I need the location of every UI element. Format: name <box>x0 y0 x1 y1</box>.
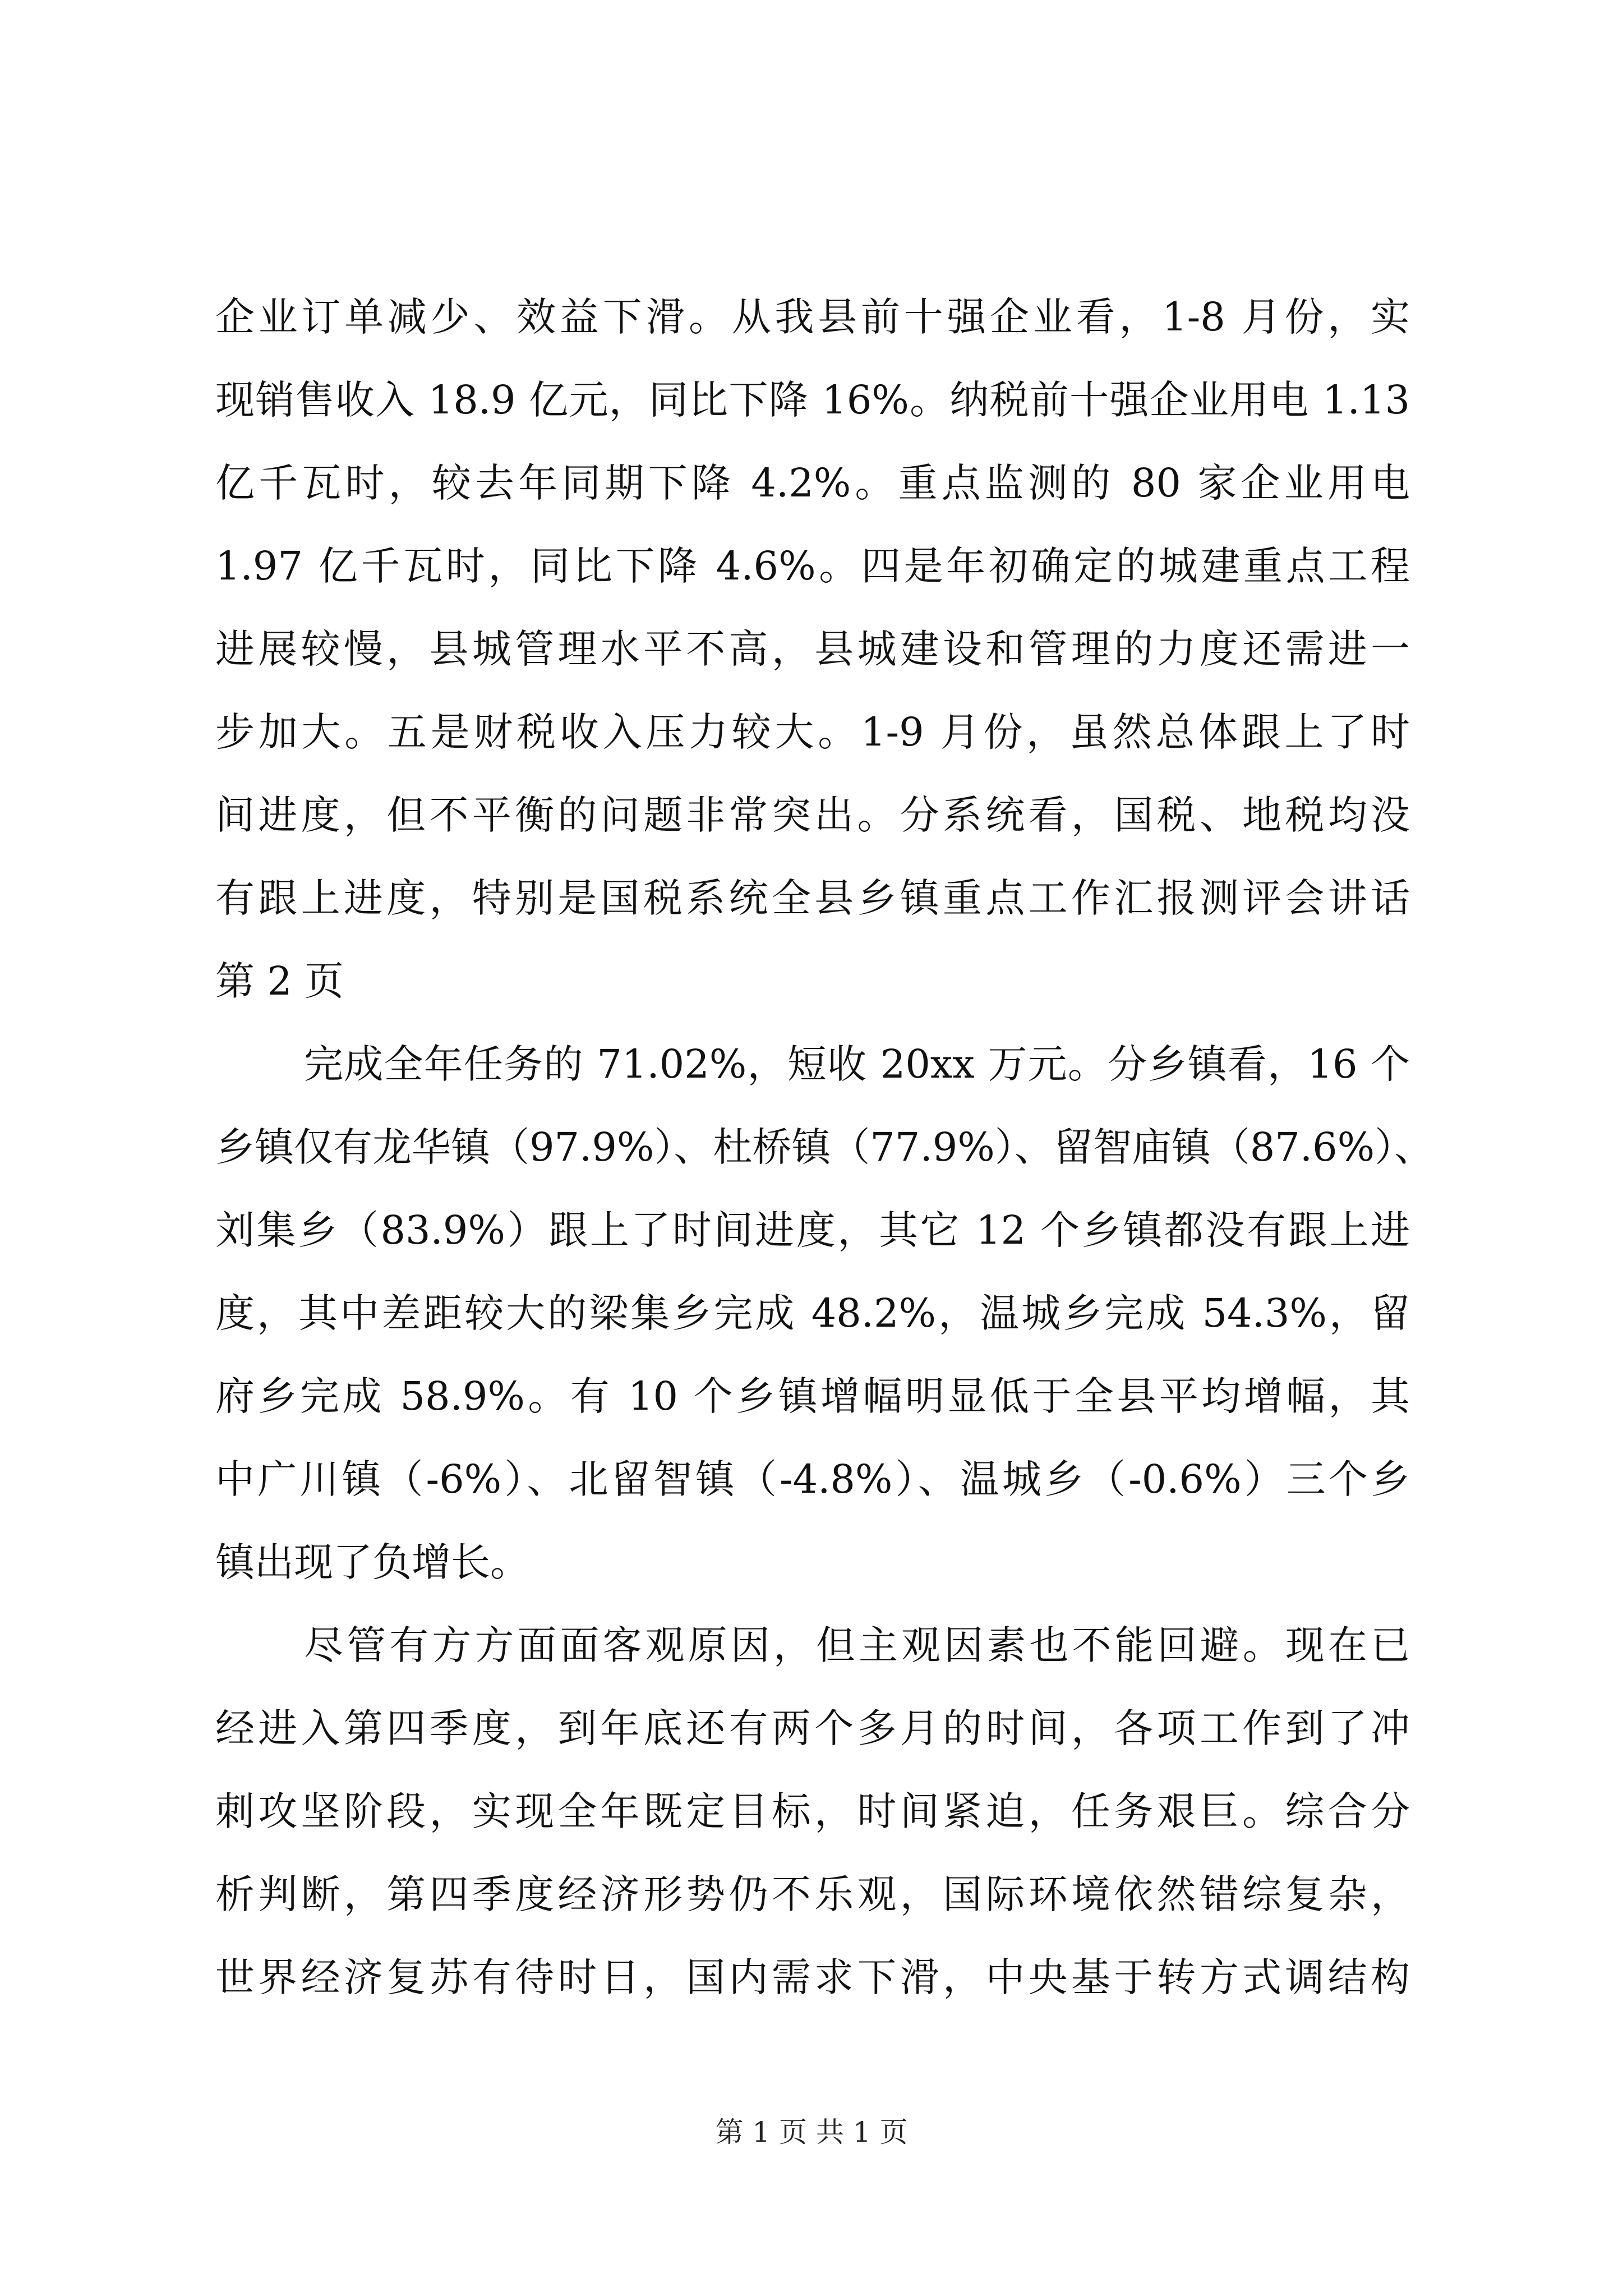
text-line: 刘集乡（83.9%）跟上了时间进度，其它 12 个乡镇都没有跟上进 <box>215 1207 1410 1253</box>
text-line: 乡镇仅有龙华镇（97.9%）、杜桥镇（77.9%）、留智庙镇（87.6%）、 <box>215 1124 1434 1170</box>
text-line: 间进度，但不平衡的问题非常突出。分系统看，国税、地税均没 <box>215 792 1410 838</box>
text-line: 经进入第四季度，到年底还有两个多月的时间，各项工作到了冲 <box>215 1705 1410 1751</box>
text-line: 尽管有方方面面客观原因，但主观因素也不能回避。现在已 <box>304 1622 1410 1668</box>
body-text <box>215 294 1434 2041</box>
text-line: 中广川镇（-6%）、北留智镇（-4.8%）、温城乡（-0.6%）三个乡 <box>215 1456 1410 1502</box>
text-line: 进展较慢，县城管理水平不高，县城建设和管理的力度还需进一 <box>215 626 1410 672</box>
text-line: 企业订单减少、效益下滑。从我县前十强企业看，1-8 月份，实 <box>215 294 1410 340</box>
text-line: 刺攻坚阶段，实现全年既定目标，时间紧迫，任务艰巨。综合分 <box>215 1788 1410 1834</box>
text-line: 亿千瓦时，较去年同期下降 4.2%。重点监测的 80 家企业用电 <box>215 460 1410 506</box>
text-line: 第 2 页 <box>215 958 344 1004</box>
text-line: 府乡完成 58.9%。有 10 个乡镇增幅明显低于全县平均增幅，其 <box>215 1373 1410 1419</box>
text-line: 镇出现了负增长。 <box>215 1539 529 1585</box>
text-line: 有跟上进度，特别是国税系统全县乡镇重点工作汇报测评会讲话 <box>215 875 1410 921</box>
text-line: 世界经济复苏有待时日，国内需求下滑，中央基于转方式调结构 <box>215 1954 1410 2000</box>
text-line: 现销售收入 18.9 亿元，同比下降 16%。纳税前十强企业用电 1.13 <box>215 377 1410 423</box>
text-line: 完成全年任务的 71.02%，短收 20xx 万元。分乡镇看，16 个 <box>304 1041 1410 1087</box>
text-line: 1.97 亿千瓦时，同比下降 4.6%。四是年初确定的城建重点工程 <box>215 543 1410 589</box>
text-line: 步加大。五是财税收入压力较大。1-9 月份，虽然总体跟上了时 <box>215 709 1410 755</box>
text-line: 析判断，第四季度经济形势仍不乐观，国际环境依然错综复杂， <box>215 1871 1410 1917</box>
page-footer: 第 1 页 共 1 页 <box>715 2116 908 2148</box>
text-line: 度，其中差距较大的梁集乡完成 48.2%，温城乡完成 54.3%，留 <box>215 1290 1410 1336</box>
